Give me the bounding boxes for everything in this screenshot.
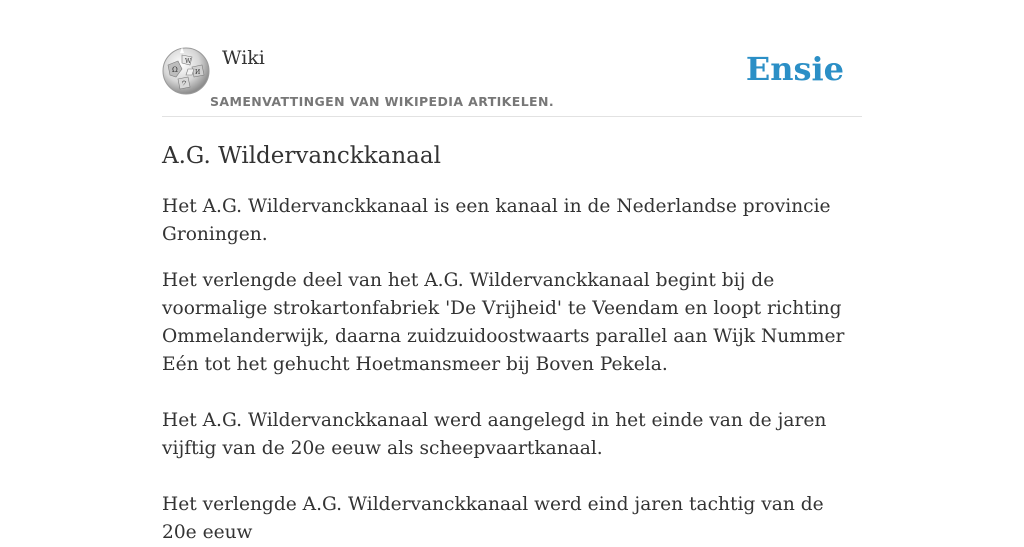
site-name[interactable]: Wiki [222, 47, 265, 69]
svg-text:Ω: Ω [172, 66, 178, 74]
article-paragraph: Het verlengde A.G. Wildervanckkanaal werd eind jaren tachtig van de 20e eeuw [162, 494, 824, 543]
wikipedia-globe-icon[interactable] [162, 47, 210, 95]
svg-text:W: W [185, 58, 192, 65]
page [162, 0, 862, 547]
site-tagline: SAMENVATTINGEN VAN WIKIPEDIA ARTIKELEN. [210, 94, 555, 109]
site-header [162, 0, 862, 117]
article-paragraph: Het verlengde deel van het A.G. Wildervanckkanaal begint bij de voormalige strokartonfabriek 'De Vrijheid' te Veendam en loopt richting Ommelanderwijk, daarna zuidzuidoostwaarts parallel aan Wijk Nummer Eén tot het gehucht Hoetmansmeer bij Boven Pekela. [162, 270, 845, 375]
brand-logo-link[interactable]: Ensie [745, 50, 844, 88]
article-summary: Het A.G. Wildervanckkanaal is een kanaal in de Nederlandse provincie Groningen. [162, 196, 831, 245]
svg-text:ウ: ウ [181, 80, 188, 87]
article-paragraph: Het A.G. Wildervanckkanaal werd aangelegd in het einde van de jaren vijftig van de 20e eeuw als scheepvaartkanaal. [162, 410, 827, 459]
svg-text:И: И [195, 69, 201, 76]
article-title: A.G. Wildervanckkanaal [162, 143, 441, 169]
